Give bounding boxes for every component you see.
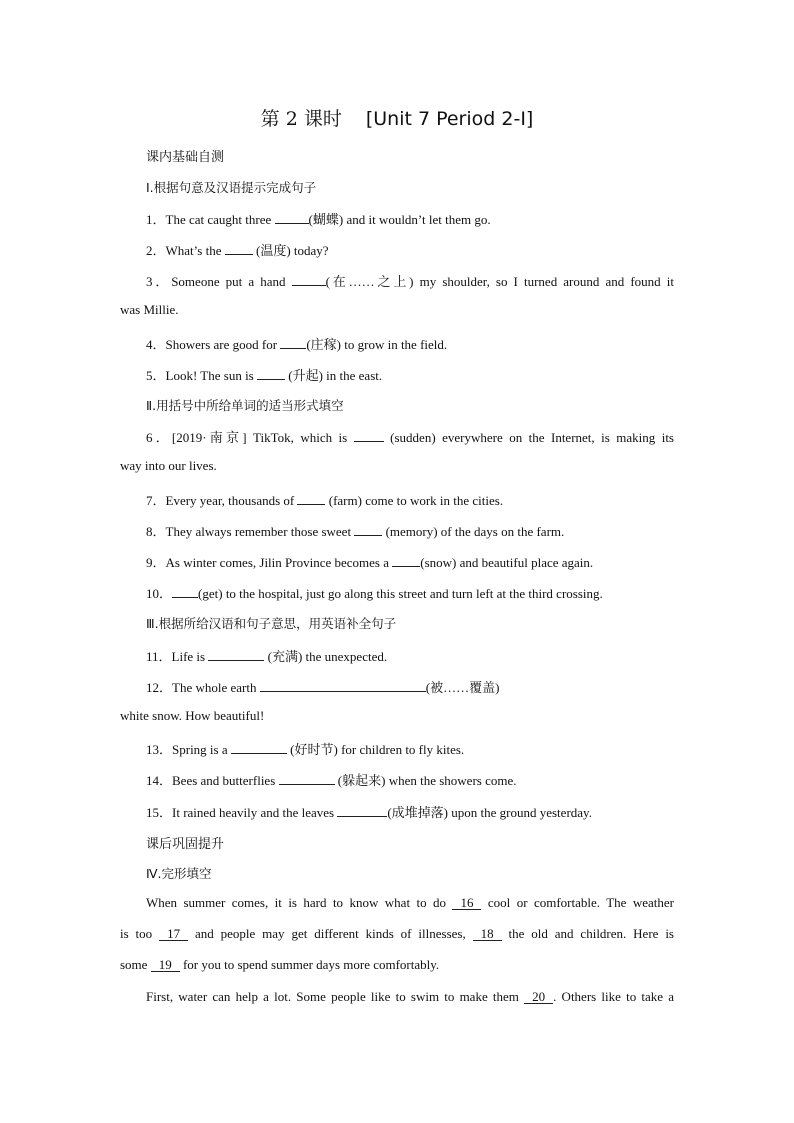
part3-heading: Ⅲ.根据所给汉语和句子意思，用英语补全句子 — [146, 616, 397, 631]
cloze-blank-18[interactable]: 18 — [473, 927, 502, 941]
cloze-line-4: First, water can help a lot. Some people like to swim to make them 20 . Others like to take a — [146, 989, 674, 1004]
answer-blank[interactable] — [208, 648, 264, 661]
answer-blank[interactable] — [280, 336, 306, 349]
question-12-cont: white snow. How beautiful! — [120, 708, 265, 723]
part1-heading: Ⅰ.根据句意及汉语提示完成句子 — [146, 180, 317, 195]
question-12: 12．The whole earth (被……覆盖) — [146, 680, 500, 695]
question-6-cont: way into our lives. — [120, 458, 217, 473]
question-9: 9．As winter comes, Jilin Province becomes a (snow) and beautiful place again. — [146, 555, 594, 570]
answer-blank[interactable] — [279, 772, 335, 785]
question-13: 13．Spring is a (好时节) for children to fly kites. — [146, 742, 465, 757]
cloze-line-1: When summer comes, it is hard to know what to do 16 cool or comfortable. The weather — [146, 895, 674, 910]
question-15: 15．It rained heavily and the leaves (成堆掉落) upon the ground yesterday. — [146, 805, 592, 820]
part2-heading: Ⅱ.用括号中所给单词的适当形式填空 — [146, 398, 344, 413]
question-3: 3．Someone put a hand (在……之上) my shoulder, so I turned around and found it — [146, 274, 674, 289]
question-5: 5．Look! The sun is (升起) in the east. — [146, 368, 383, 383]
question-10: 10． (get) to the hospital, just go along this street and turn left at the third crossing. — [146, 586, 603, 601]
cloze-blank-19[interactable]: 19 — [151, 958, 180, 972]
answer-blank[interactable] — [172, 585, 198, 598]
answer-blank[interactable] — [354, 523, 382, 536]
answer-blank[interactable] — [260, 679, 426, 692]
answer-blank[interactable] — [292, 273, 326, 286]
question-8: 8．They always remember those sweet (memory) of the days on the farm. — [146, 524, 565, 539]
question-6: 6．[2019·南京] TikTok, which is (sudden) everywhere on the Internet, is making its — [146, 430, 674, 445]
part4-heading: Ⅳ.完形填空 — [146, 866, 212, 881]
question-2: 2．What’s the (温度) today? — [146, 243, 329, 258]
cloze-blank-16[interactable]: 16 — [452, 896, 481, 910]
question-4: 4．Showers are good for (庄稼) to grow in the field. — [146, 337, 448, 352]
cloze-blank-20[interactable]: 20 — [524, 990, 553, 1004]
page-title — [0, 104, 794, 131]
question-7: 7．Every year, thousands of (farm) come to work in the cities. — [146, 493, 504, 508]
cloze-line-2: is too 17 and people may get different kinds of illnesses, 18 the old and children. Here is — [120, 926, 674, 941]
question-11: 11．Life is (充满) the unexpected. — [146, 649, 388, 664]
cloze-line-3: some 19 for you to spend summer days more comfortably. — [120, 957, 440, 972]
answer-blank[interactable] — [275, 211, 309, 224]
answer-blank[interactable] — [257, 367, 285, 380]
answer-blank[interactable] — [392, 554, 420, 567]
question-14: 14．Bees and butterflies (躲起来) when the showers come. — [146, 773, 517, 788]
question-3-cont: was Millie. — [120, 302, 179, 317]
answer-blank[interactable] — [231, 741, 287, 754]
section-after-class: 课后巩固提升 — [146, 837, 225, 852]
answer-blank[interactable] — [354, 429, 384, 442]
answer-blank[interactable] — [337, 804, 387, 817]
answer-blank[interactable] — [225, 242, 253, 255]
title-lesson: 第 2 课时 — [260, 108, 342, 130]
section-in-class: 课内基础自测 — [146, 150, 225, 165]
answer-blank[interactable] — [297, 492, 325, 505]
cloze-blank-17[interactable]: 17 — [159, 927, 188, 941]
title-unit: [Unit 7 Period 2-Ⅰ] — [365, 108, 534, 130]
question-1: 1．The cat caught three (蝴蝶) and it wouldn’t let them go. — [146, 212, 491, 227]
